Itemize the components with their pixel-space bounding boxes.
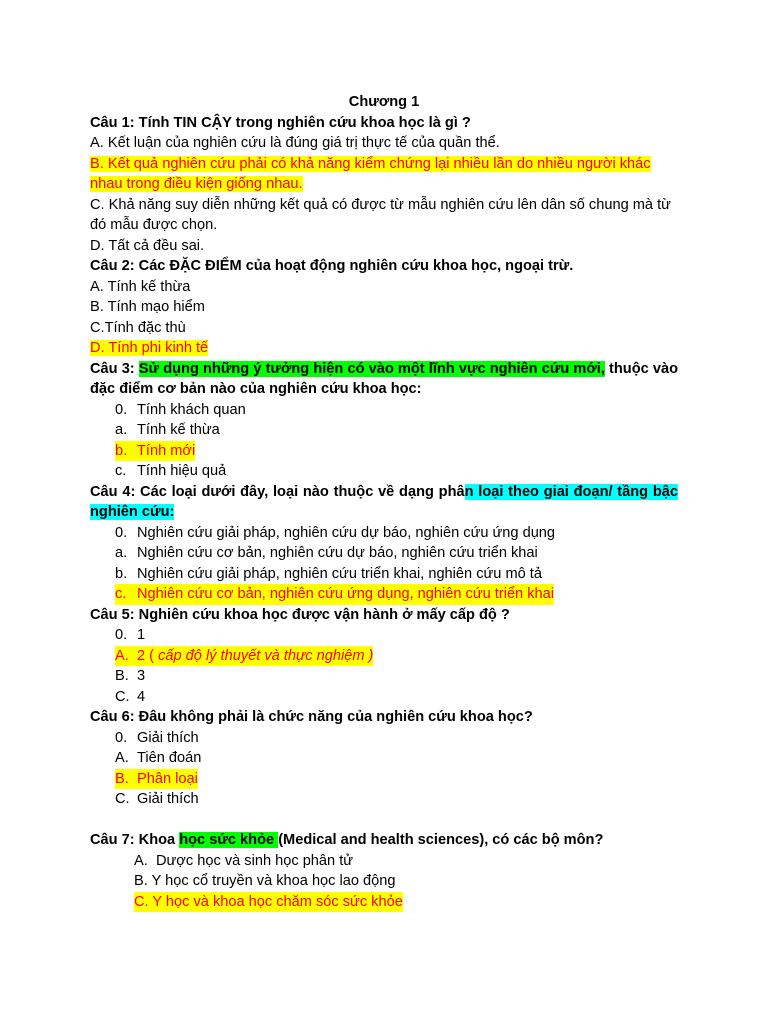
question-7 [90, 830, 678, 851]
q4-answer-c [90, 584, 678, 605]
q3-highlight: Sử dụng những ý tưởng hiện có vào một lĩnh vực nghiên cứu mới, [138, 360, 605, 377]
q4-text-a: Nghiên cứu cơ bản, nghiên cứu dự báo, nghiên cứu triển khai [137, 545, 538, 561]
q6-marker-0: 0. [115, 729, 128, 746]
q1-answer-a: A. Kết luận của nghiên cứu là đúng giá trị thực tế của quần thể. [90, 135, 500, 151]
q2-answer-a: A. Tính kế thừa [90, 278, 191, 295]
q4-marker-a: a. [115, 545, 128, 561]
q7-answer-A [90, 851, 678, 872]
q6-marker-C: C. [115, 791, 130, 807]
q2-answer-c: C.Tính đặc thù [90, 319, 186, 336]
question-3-line2: đặc điểm cơ bản nào của nghiên cứu khoa học: [90, 381, 422, 397]
q3-answer-a [90, 420, 678, 441]
q6-text-A: Tiên đoán [137, 750, 202, 766]
q1-answer-b-line2 [90, 174, 678, 195]
q7-text-B: B. Y học cổ truyền và khoa học lao động [134, 873, 396, 889]
q6-marker-B: B. [115, 769, 137, 790]
q4-line2: nghiên cứu: [90, 504, 175, 520]
question-6: Câu 6: Đâu không phải là chức năng của nghiên cứu khoa học? [90, 709, 533, 725]
q3-marker-c: c. [115, 463, 127, 479]
q5-answer-C [90, 687, 678, 708]
q3-marker-a: a. [115, 422, 128, 438]
q4-text-0: Nghiên cứu giải pháp, nghiên cứu dự báo, nghiên cứu ứng dụng [137, 524, 556, 541]
q5-marker-C: C. [115, 688, 130, 705]
q3-answer-0 [90, 400, 678, 421]
q5-text-A-italic: cấp độ lý thuyết và thực nghiệm ) [158, 647, 374, 664]
q6-answer-B [90, 769, 678, 790]
q2-answer-b: B. Tính mạo hiểm [90, 299, 205, 315]
q1-answer-b-text1: B. Kết quả nghiên cứu phải có khả năng kiểm chứng lại nhiều lần do nhiều người khác [90, 155, 651, 172]
question-5: Câu 5: Nghiên cứu khoa học được vận hành ở mấy cấp độ ? [90, 606, 510, 623]
q3-text-a: Tính kế thừa [137, 422, 220, 438]
question-4-line2 [90, 502, 678, 523]
q4-highlight: n loại theo giai đoạn/ tầng bậc [464, 483, 678, 500]
q7-highlight: học sức khỏe [179, 832, 279, 848]
question-1: Câu 1: Tính TIN CẬY trong nghiên cứu khoa học là gì ? [90, 114, 471, 131]
q7-text-A: Dược học và sinh học phân tử [156, 852, 354, 869]
q4-marker-0: 0. [115, 524, 128, 541]
q3-marker-b: b. [115, 441, 137, 462]
q5-answer-0 [90, 625, 678, 646]
q7-marker-A: A. [134, 852, 148, 869]
blank-line [90, 810, 678, 831]
q4-prefix: Câu 4: Các loại dưới đây, loại nào thuộc về dạng phâ [90, 483, 465, 500]
q2-answer-d-line [90, 338, 678, 359]
q6-text-0: Giải thích [137, 729, 199, 746]
q6-text-B: Phân loại [137, 769, 198, 790]
q3-marker-0: 0. [115, 401, 128, 418]
q5-marker-B: B. [115, 668, 129, 684]
q5-text-A [137, 646, 373, 667]
q1-answer-c-line2: đó mẫu được chọn. [90, 217, 218, 233]
q1-answer-d: D. Tất cả đều sai. [90, 237, 205, 254]
q7-text-C: C. Y học và khoa học chăm sóc sức khỏe [134, 892, 403, 913]
question-3-line1 [90, 359, 678, 380]
q5-marker-0: 0. [115, 627, 128, 643]
q3-text-0: Tính khách quan [137, 401, 246, 418]
q3-answer-b [90, 441, 678, 462]
q3-rest: thuộc vào [604, 360, 679, 377]
chapter-title: Chương 1 [348, 94, 420, 110]
q5-text-A-plain: 2 ( [137, 647, 159, 664]
q3-text-c: Tính hiệu quả [137, 463, 227, 479]
q6-answer-A [90, 748, 678, 769]
question-4-line1 [90, 482, 678, 503]
q4-answer-0 [90, 523, 678, 544]
q7-rest: (Medical and health sciences), có các bộ môn? [278, 832, 604, 848]
question-2: Câu 2: Các ĐẶC ĐIỂM của hoạt động nghiên cứu khoa học, ngoại trừ. [90, 258, 574, 274]
q5-answer-A [90, 646, 678, 667]
q5-text-0: 1 [137, 627, 146, 643]
q6-answer-C [90, 789, 678, 810]
q4-marker-c: c. [115, 584, 137, 605]
q1-answer-b-line1 [90, 154, 678, 175]
q6-marker-A: A. [115, 750, 129, 766]
q7-prefix: Câu 7: Khoa [90, 832, 180, 848]
q5-text-B: 3 [137, 668, 146, 684]
q3-answer-c [90, 461, 678, 482]
q5-answer-B [90, 666, 678, 687]
q1-answer-c-line1: C. Khả năng suy diễn những kết quả có được từ mẫu nghiên cứu lên dân số chung mà từ [90, 196, 671, 213]
q4-text-b: Nghiên cứu giải pháp, nghiên cứu triển khai, nghiên cứu mô tả [137, 565, 542, 582]
q5-marker-A: A. [115, 646, 137, 667]
q3-text-b: Tính mới [137, 441, 195, 462]
q4-marker-b: b. [115, 565, 128, 582]
q7-answer-C [90, 892, 678, 913]
q1-answer-b-text2: nhau trong điều kiện giống nhau. [90, 176, 303, 192]
q6-text-C: Giải thích [137, 791, 199, 807]
q7-answer-B [90, 871, 678, 892]
q4-answer-a [90, 543, 678, 564]
q6-answer-0 [90, 728, 678, 749]
q5-text-C: 4 [137, 688, 146, 705]
q2-answer-d: D. Tính phi kinh tế [90, 340, 209, 356]
q4-answer-b [90, 564, 678, 585]
q3-prefix: Câu 3: [90, 360, 139, 377]
q4-text-c: Nghiên cứu cơ bản, nghiên cứu ứng dụng, nghiên cứu triển khai [137, 584, 554, 605]
